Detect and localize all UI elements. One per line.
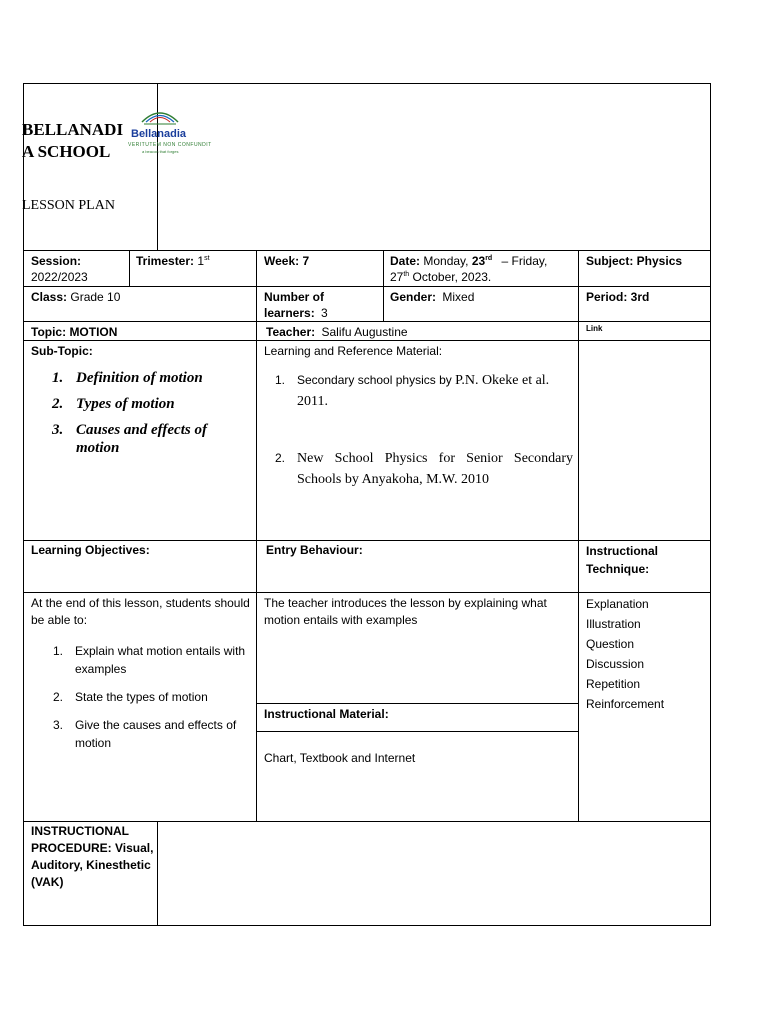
list-item-text: Types of motion [76,396,175,412]
row-line [256,703,579,704]
col-line [383,250,384,322]
list-item [52,395,252,413]
teacher-cell [266,324,408,340]
entry-label: Entry Behaviour: [266,543,363,557]
list-item [53,716,253,752]
trimester-value: 1 [197,254,205,268]
row-line [23,321,711,322]
session-label: Session: [31,254,82,268]
session-cell [31,253,127,285]
list-item-text: Definition of motion [76,370,203,386]
table-border-top [23,83,711,84]
gender-label: Gender: [390,290,437,304]
teacher-value: Salifu Augustine [321,325,408,339]
date-line2 [390,269,576,285]
date-part2: – Friday, [501,254,548,268]
date-day2: 27 [390,270,404,284]
teacher-label: Teacher: [266,325,316,339]
reference-label: Learning and Reference Material: [264,344,443,358]
list-item-text: State the types of motion [75,690,208,704]
list-item-number: 2. [275,451,286,465]
trimester-sup: st [204,255,210,262]
list-item [52,369,252,387]
subtopic-label: Sub-Topic: [31,344,93,358]
material-value: Chart, Textbook and Internet [264,751,416,765]
objectives-list [53,642,253,752]
learners-value: 3 [321,306,328,320]
row-line [23,540,711,541]
row-line [23,592,711,593]
reference-text-b: P.N. Okeke et al. 2011. [297,373,550,409]
logo-tagline: a beacon that forges [142,149,179,154]
gender-cell [390,289,474,305]
row-line [23,821,711,822]
subject-label: Subject: Physics [586,254,683,268]
document-type: LESSON PLAN [22,198,115,213]
class-value: Grade 10 [70,290,121,304]
entry-behaviour-text: The teacher introduces the lesson by explaining what motion entails with examples [264,596,547,627]
link-label: Link [586,324,603,333]
class-cell [31,289,120,305]
list-item: Discussion [586,657,645,671]
list-item [53,688,253,706]
list-item-text: Causes and effects of motion [76,422,207,456]
week-label: Week: 7 [264,254,310,268]
date-sup1: rd [485,255,493,262]
learners-label: Number of learners: [264,290,324,320]
list-item-number: 1. [53,644,64,658]
subtopic-list [52,369,252,457]
logo-motto: VERITUTEM NON CONFUNDIT [128,142,212,148]
list-item: Question [586,637,635,651]
topic-label: Topic: MOTION [31,325,118,339]
objectives-label: Learning Objectives: [31,543,150,557]
col-line [157,821,158,926]
list-item: Reinforcement [586,697,665,711]
objectives-intro: At the end of this lesson, students should be able to: [31,596,250,627]
list-item-number: 2. [53,690,64,704]
logo-name: Bellanadia [131,128,187,140]
table-border-right [710,83,711,926]
list-item [52,421,252,457]
school-name [22,119,123,163]
list-item: Explanation [586,597,649,611]
reference-list [275,370,573,490]
date-cell [390,253,576,285]
date-part3: October, 2023. [412,270,492,284]
row-line [23,250,711,251]
col-line [129,250,130,287]
list-item-text: Explain what motion entails with examples [75,644,246,676]
list-item [275,370,573,412]
school-name-line1: BELLANADI [22,120,124,139]
col-line [578,250,579,822]
learners-cell [264,289,354,321]
list-item [53,642,253,678]
date-part1: Monday, [423,254,472,268]
list-item-number: 3. [53,718,64,732]
list-item: Illustration [586,617,641,631]
technique-list [586,594,664,714]
reference-text-a: Secondary school physics by [297,373,452,387]
row-line [256,731,579,732]
list-item-number: 1. [275,373,286,387]
period-label: Period: 3rd [586,290,650,304]
session-value: 2022/2023 [31,270,88,284]
date-label: Date: [390,254,421,268]
list-item-text: New School Physics for Senior Secondary Schools by Anyakoha, M.W. 2010 [297,451,573,487]
list-item-number: 2. [52,396,64,412]
trimester-cell [136,253,254,269]
trimester-label: Trimester: [136,254,195,268]
school-logo [120,106,220,156]
school-name-line2: A SCHOOL [22,142,111,161]
material-label: Instructional Material: [264,707,389,721]
list-item [275,448,573,490]
date-line1 [390,253,576,269]
list-item: Repetition [586,677,641,691]
date-day1: 23 [471,254,486,268]
list-item-number: 3. [52,422,64,438]
list-item-number: 1. [52,370,64,386]
row-line [23,286,711,287]
procedure-label: INSTRUCTIONAL PROCEDURE: Visual, Auditory, Kinesthetic (VAK) [31,824,154,889]
col-line [256,250,257,822]
list-item-text: Give the causes and effects of motion [75,718,237,750]
table-border-bottom [23,925,711,926]
list-item-text [297,370,573,412]
date-sup2: th [403,271,410,278]
row-line [23,340,711,341]
class-label: Class: [31,290,68,304]
gender-value: Mixed [442,290,475,304]
technique-label: Instructional Technique: [586,544,659,576]
